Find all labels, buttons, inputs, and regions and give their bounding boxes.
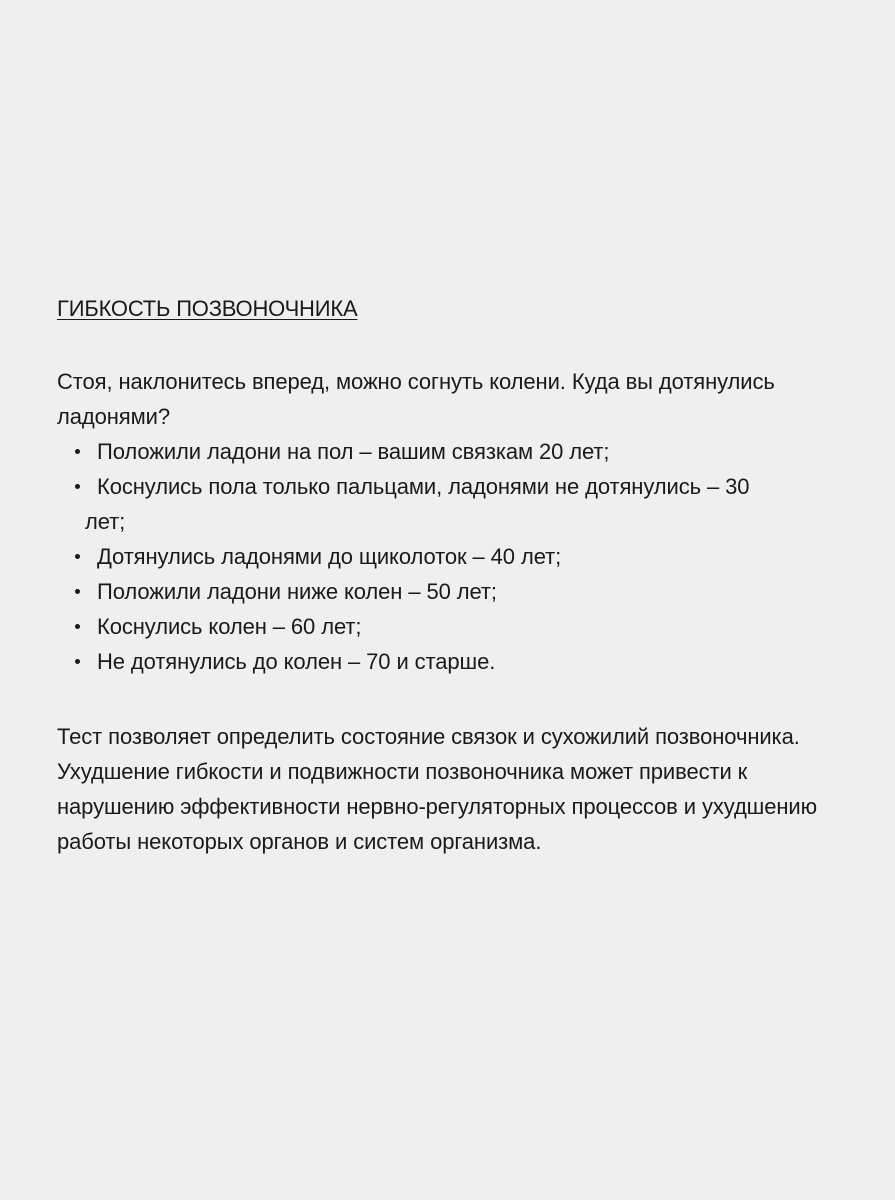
page-title: ГИБКОСТЬ ПОЗВОНОЧНИКА (57, 296, 358, 321)
list-item-text-line2: лет; (85, 509, 126, 534)
list-item (57, 539, 847, 574)
bullet-icon (75, 554, 80, 559)
intro-paragraph: Стоя, наклонитесь вперед, можно согнуть колени. Куда вы дотянулись ладонями? (57, 369, 775, 429)
list-item-text: Положили ладони ниже колен – 50 лет; (97, 579, 497, 604)
list-item-text: Положили ладони на пол – вашим связкам 20 лет; (97, 439, 610, 464)
bullet-icon (75, 624, 80, 629)
result-list (57, 434, 847, 679)
list-item (57, 574, 847, 609)
list-item (57, 434, 847, 469)
list-item (57, 469, 847, 539)
article-content (57, 291, 847, 859)
list-item-text (85, 469, 847, 539)
bullet-icon (75, 449, 80, 454)
bullet-icon (75, 589, 80, 594)
bullet-icon (75, 484, 80, 489)
list-item (57, 609, 847, 644)
conclusion-paragraph: Тест позволяет определить состояние связок и сухожилий позвоночника. Ухудшение гибкости и подвижности позвоночника может привести к нарушению эффективности нервно-регуляторных процессов и ухудшению работы некоторых органов и систем организма. (57, 724, 817, 854)
list-item (57, 644, 847, 679)
list-item-text: Коснулись колен – 60 лет; (97, 614, 362, 639)
list-item-text-line1: Коснулись пола только пальцами, ладонями не дотянулись – 30 (97, 474, 750, 499)
bullet-icon (75, 659, 80, 664)
list-item-text: Не дотянулись до колен – 70 и старше. (97, 649, 496, 674)
list-item-text: Дотянулись ладонями до щиколоток – 40 лет; (97, 544, 562, 569)
